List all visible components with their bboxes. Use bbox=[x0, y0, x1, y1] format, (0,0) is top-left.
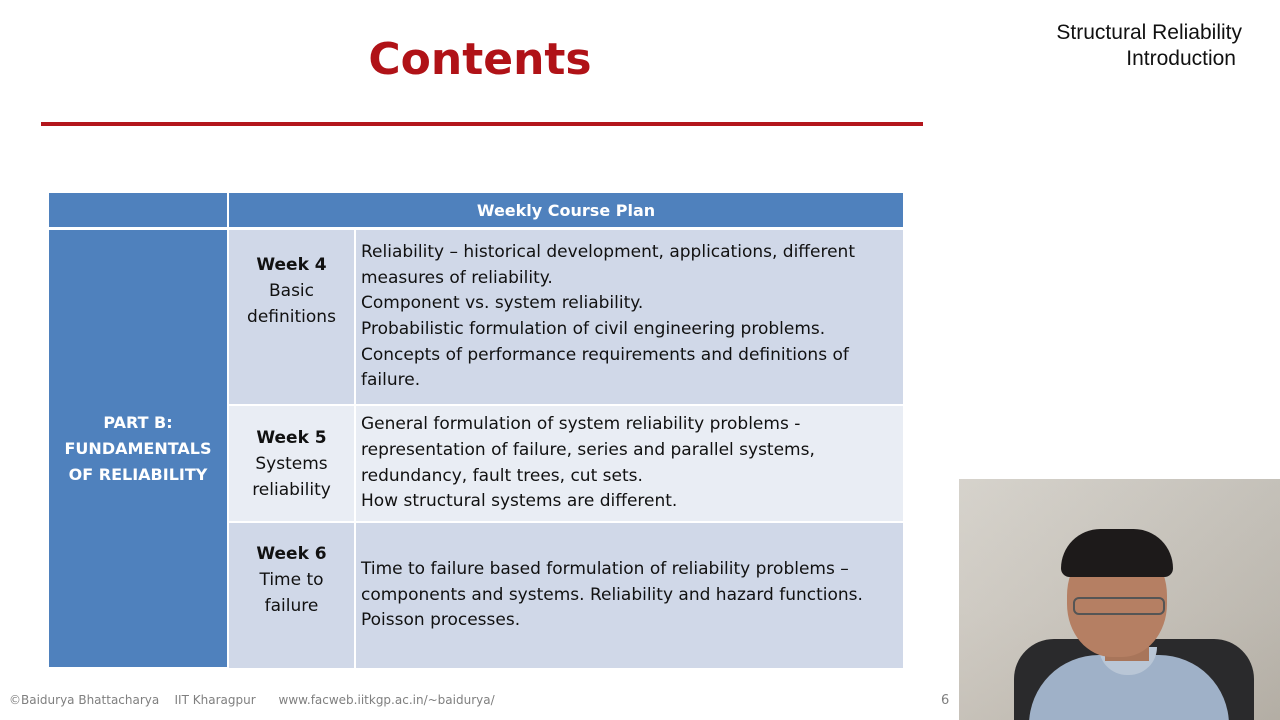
week-topic: definitions bbox=[247, 307, 336, 327]
weekly-course-plan-table bbox=[49, 193, 903, 669]
table-header-row bbox=[49, 193, 903, 229]
description-line: components and systems. Reliability and hazard functions. bbox=[361, 584, 863, 605]
description-line: Poisson processes. bbox=[361, 610, 521, 631]
slide-title: Contents bbox=[368, 34, 592, 85]
lecture-name: Introduction bbox=[1126, 47, 1236, 70]
week-number: Week 4 bbox=[256, 255, 327, 275]
week-topic: Systems bbox=[255, 453, 328, 474]
description-line: representation of failure, series and parallel systems, bbox=[361, 439, 815, 460]
week-cell bbox=[228, 522, 355, 668]
description-line: Concepts of performance requirements and definitions of bbox=[361, 344, 849, 365]
part-label-line: OF RELIABILITY bbox=[68, 464, 208, 484]
slide-footer bbox=[9, 693, 495, 707]
week-topic: Time to bbox=[259, 570, 324, 590]
title-divider bbox=[41, 122, 923, 126]
week-cell bbox=[228, 229, 355, 406]
presenter-hair bbox=[1061, 529, 1173, 577]
course-name: Structural Reliability bbox=[1056, 21, 1242, 44]
part-label-line: PART B: bbox=[103, 412, 173, 432]
week-description bbox=[355, 405, 903, 522]
presenter-glasses bbox=[1073, 597, 1165, 615]
page-number: 6 bbox=[941, 693, 950, 708]
week-topic: reliability bbox=[252, 479, 331, 500]
part-label-line: FUNDAMENTALS bbox=[64, 438, 212, 458]
footer-author: ©Baidurya Bhattacharya bbox=[9, 693, 160, 707]
description-line: measures of reliability. bbox=[361, 267, 553, 288]
table-header: Weekly Course Plan bbox=[228, 193, 903, 229]
course-topic bbox=[1056, 20, 1242, 72]
description-line: redundancy, fault trees, cut sets. bbox=[361, 465, 643, 486]
header-blank-cell bbox=[49, 193, 228, 229]
description-line: Component vs. system reliability. bbox=[361, 293, 644, 314]
week-cell bbox=[228, 405, 355, 522]
description-line: Reliability – historical development, applications, different bbox=[361, 242, 855, 263]
week-number: Week 6 bbox=[256, 544, 327, 564]
description-line: Time to failure based formulation of reliability problems – bbox=[361, 559, 849, 580]
week-number: Week 5 bbox=[256, 427, 327, 448]
part-label bbox=[49, 229, 228, 669]
description-line: How structural systems are different. bbox=[361, 491, 678, 512]
week-description bbox=[355, 522, 903, 668]
footer-institute: IIT Kharagpur bbox=[174, 693, 256, 707]
description-line: failure. bbox=[361, 370, 421, 391]
week-topic: failure bbox=[264, 596, 319, 616]
week-topic: Basic bbox=[268, 281, 314, 301]
table-row bbox=[49, 229, 903, 406]
footer-url: www.facweb.iitkgp.ac.in/~baidurya/ bbox=[278, 693, 495, 707]
description-line: Probabilistic formulation of civil engineering problems. bbox=[361, 319, 826, 339]
presenter-video bbox=[959, 479, 1280, 720]
description-line: General formulation of system reliability problems - bbox=[361, 414, 801, 435]
week-description bbox=[355, 229, 903, 406]
